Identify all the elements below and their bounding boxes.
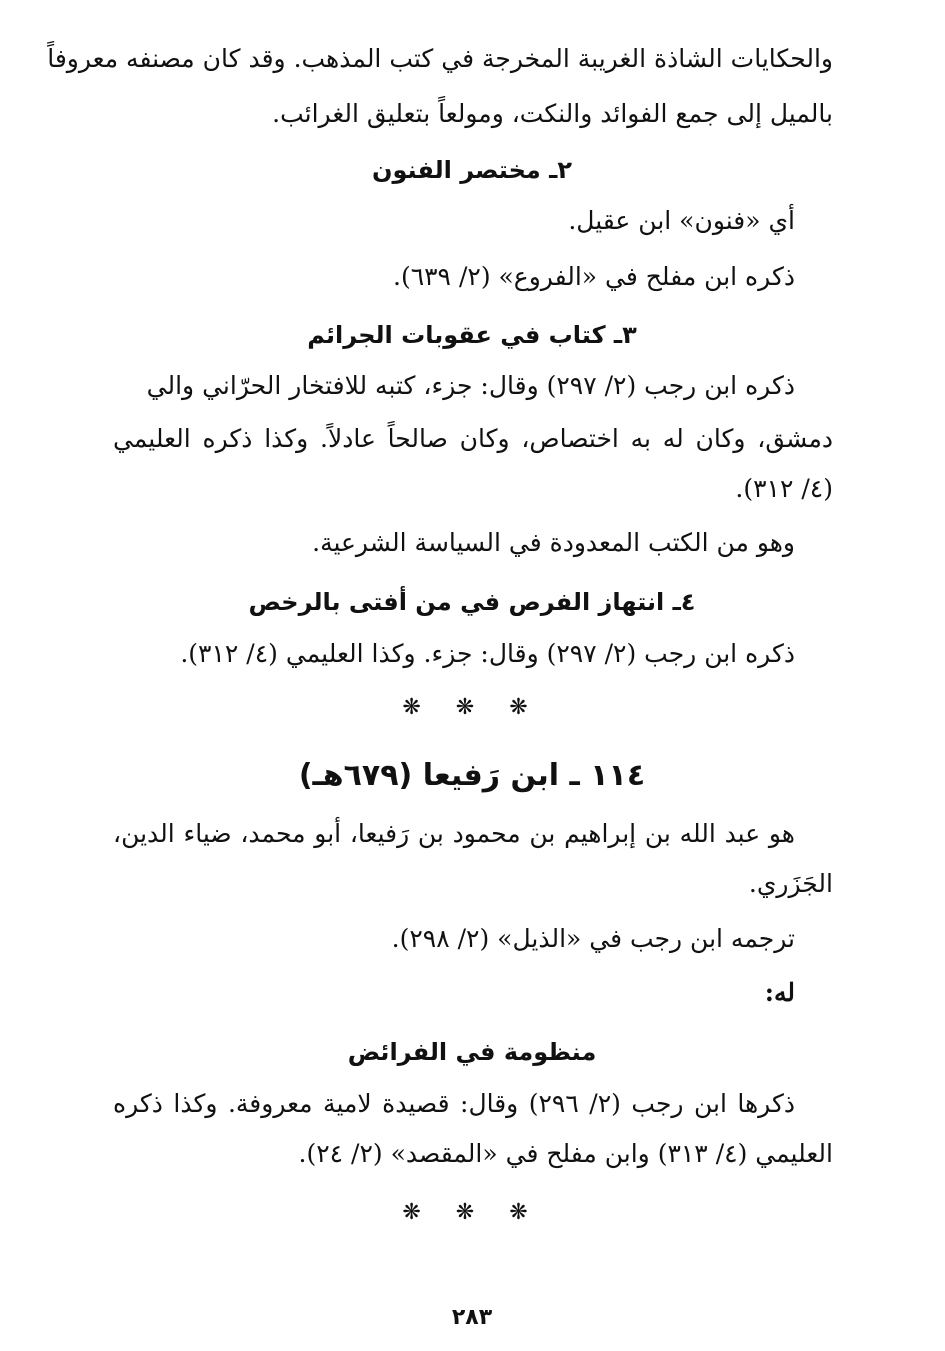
paragraph-line: ذكره ابن مفلح في «الفروع» (٢/ ٦٣٩). xyxy=(393,262,795,291)
paragraph-line: بالميل إلى جمع الفوائد والنكت، ومولعاً بتعليق الغرائب. xyxy=(272,99,833,128)
paragraph-line: (٤/ ٣١٢). xyxy=(735,474,833,503)
paragraph-line: الجَزَري. xyxy=(748,869,833,898)
label-lahu: له: xyxy=(764,978,795,1007)
paragraph-line: والحكايات الشاذة الغريبة المخرجة في كتب المذهب. وقد كان مصنفه معروفاً xyxy=(47,44,833,73)
paragraph-line: هو عبد الله بن إبراهيم بن محمود بن رَفيعا، أبو محمد، ضياء الدين، xyxy=(113,819,795,848)
paragraph-line: دمشق، وكان له به اختصاص، وكان صالحاً عادلاً. وكذا ذكره العليمي xyxy=(113,424,833,453)
paragraph-line: أي «فنون» ابن عقيل. xyxy=(568,206,795,235)
section-heading-4: ٤ـ انتهاز الفرص في من أفتى بالرخص xyxy=(248,588,696,616)
separator-stars: ❋ ❋ ❋ xyxy=(402,695,542,720)
section-heading-2: ٢ـ مختصر الفنون xyxy=(372,156,572,184)
paragraph-line: ذكره ابن رجب (٢/ ٢٩٧) وقال: جزء. وكذا العليمي (٤/ ٣١٢). xyxy=(180,639,795,668)
paragraph-line: ترجمه ابن رجب في «الذيل» (٢/ ٢٩٨). xyxy=(391,924,795,953)
entry-heading: ١١٤ ـ ابن رَفيعا (٦٧٩هـ) xyxy=(298,758,646,793)
page-number: ٢٨٣ xyxy=(451,1305,493,1330)
paragraph-line: وهو من الكتب المعدودة في السياسة الشرعية. xyxy=(312,528,795,557)
separator-stars: ❋ ❋ ❋ xyxy=(402,1200,542,1225)
section-heading-3: ٣ـ كتاب في عقوبات الجرائم xyxy=(307,321,637,349)
paragraph-line: ذكرها ابن رجب (٢/ ٢٩٦) وقال: قصيدة لامية معروفة. وكذا ذكره xyxy=(113,1089,796,1118)
paragraph-line: العليمي (٤/ ٣١٣) وابن مفلح في «المقصد» (٢/ ٢٤). xyxy=(298,1139,833,1168)
work-heading: منظومة في الفرائض xyxy=(347,1038,597,1066)
paragraph-line: ذكره ابن رجب (٢/ ٢٩٧) وقال: جزء، كتبه للافتخار الحرّاني والي xyxy=(146,371,795,400)
